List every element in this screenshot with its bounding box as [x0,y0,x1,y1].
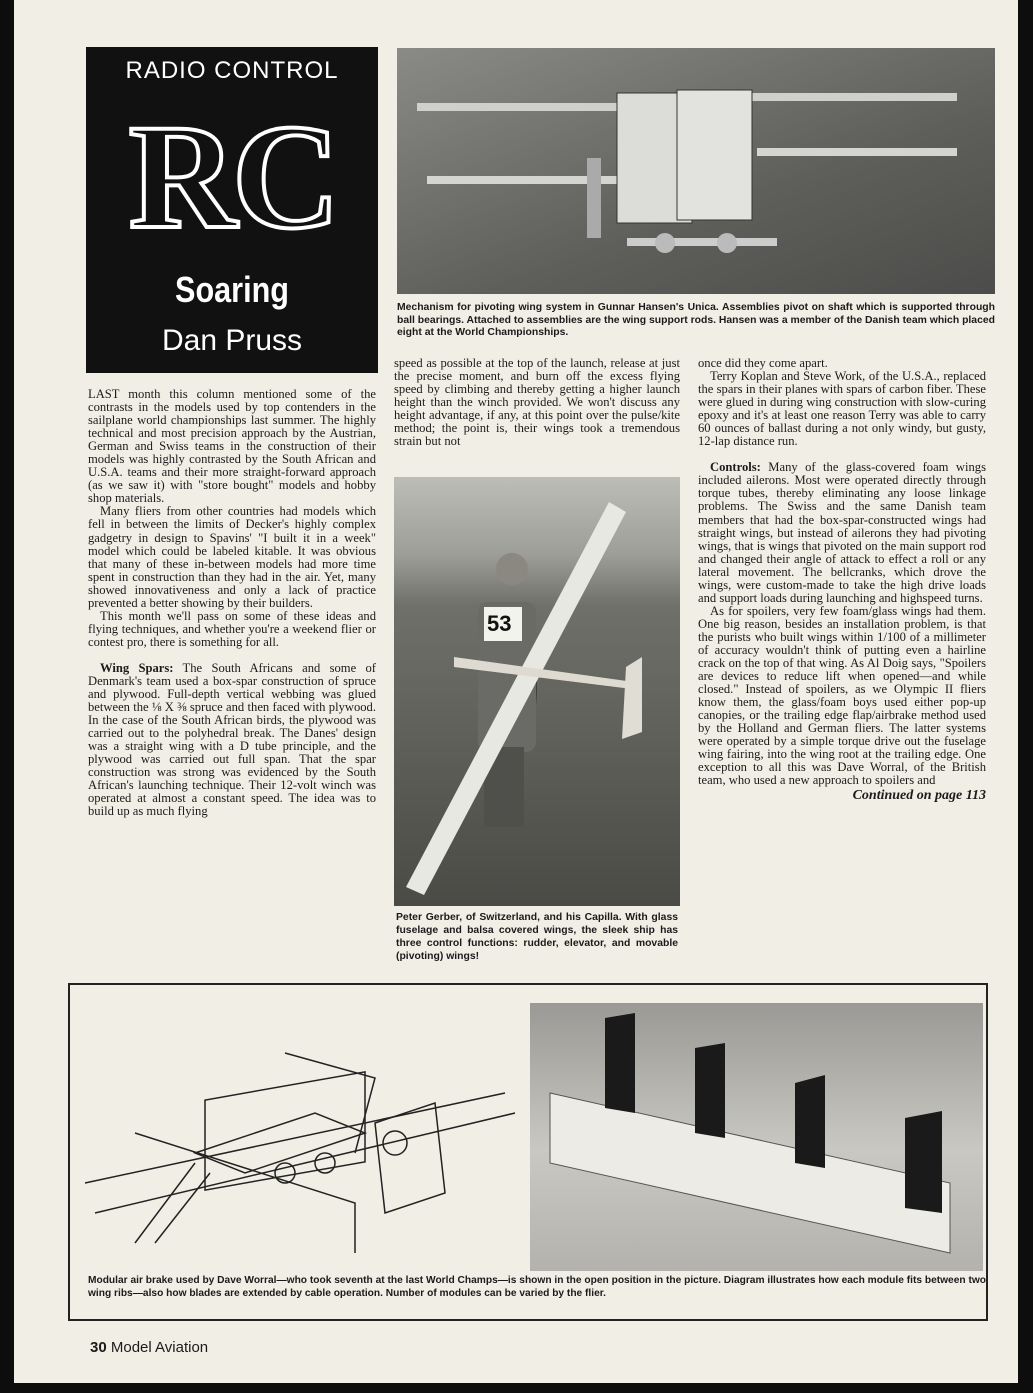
section-heading-controls: Controls: [710,460,761,475]
mechanism-illustration [397,48,995,294]
race-bib-number: 53 [487,611,512,636]
air-brake-diagram [75,1003,530,1271]
continued-link[interactable]: Continued on page 113 [852,787,986,803]
paragraph: Terry Koplan and Steve Work, of the U.S.A., replaced the spars in their planes with spars of carbon fiber. These were glued in during wing construction with slow-curing epoxy and it's at least one reason Terry was able to carry 60 ounces of ballast during a not only windy, but gusty, 12-lap distance run. [698,369,986,449]
air-brake-modules-illustration [530,1003,983,1271]
article-column-3 [698,357,986,804]
column-header [86,47,378,373]
column-title: Soaring [175,269,289,310]
author: Dan Pruss [161,324,303,357]
top-photo-caption: Mechanism for pivoting wing system in Gunnar Hansen's Unica. Assemblies pivot on shaft which is supported through ball bearings. Attached to assemblies are the wing support rods. Hansen was a member of the Danish team which placed eight at the World Championships. [397,302,995,339]
paragraph: once did they come apart. [698,356,828,370]
paragraph: As for spoilers, very few foam/glass wings had them. One big reason, besides an installation problem, is that the purists who built wings within 1/100 of a millimeter of accuracy wouldn't think of putting even a hairline crack on the top of that wing. As Al Doig says, "Spoilers are devices to reduce lift when opened—and while closed." Instead of spoilers, as we Olympic II fliers know them, the glass/foam boys used either pop-up canopies, or the trailing edge flap/airbrake method used by the Holland and German fliers. The latter systems were operated by a simple torque drive out the fuselage wing fairing, into the wing root at the trailing edge. One exception to all this was Dave Worral, of the British team, who used a new approach to spoilers and [698,603,986,788]
paragraph-text: Many of the glass-covered foam wings included ailerons. Most were operated directly through torque tubes, thereby eliminating any loose linkage problems. The Swiss and the same Danish team members that had the box-spar-constructed wings had straight wings, but instead of ailerons they had pivoting wings, that is wings that pivoted on the main support rod and changed their angle of attack to effect a roll or any lateral movement. The bellcranks, which drove the wings, were custom-made to take the high drive loads and support loads during launching and highspeed turns. [698,460,986,605]
article-column-2 [394,357,680,448]
paragraph: Many fliers from other countries had models which fell in between the limits of Decker's highly complex gadgetry in design to Spavins' "I built it in a week" model which could be labeled kitable. It was obvious that many of these in-between models had more time spent in construction than they had in the air. Yet, many showed innovativeness and only a lack of practice prevented a better showing by their builders. [88,504,376,610]
middle-photo-peter-gerber [394,477,680,906]
magazine-name: Model Aviation [110,1339,209,1356]
article-column-1 [88,388,376,819]
middle-photo-caption: Peter Gerber, of Switzerland, and his Capilla. With glass fuselage and balsa covered wings, the sleek ship has three control functions: rudder, elevator, and movable (pivoting) wings! [396,912,678,962]
paragraph-text: The South Africans and some of Denmark's team used a box-spar construction of spruce and plywood. Full-depth vertical webbing was glued between the ⅛ X ⅜ spruce and then faced with plywood. In the case of the South African birds, the plywood was carried out to the polyhedral break. The Danes' design was a straight wing with a D tube principle, and the plywood was carried out full span. That the spar construction was strong was evidenced by the South African's launching technique. Their 12-volt winch was operated at almost a constant speed. The idea was to build up as much flying [88,660,376,819]
paragraph-controls [698,461,986,605]
paragraph: This month we'll pass on some of these ideas and flying techniques, and whether you're a weekend flier or contest pro, there is something for all. [88,608,376,649]
kicker: RADIO CONTROL [125,57,339,84]
paragraph-wing-spars [88,662,376,819]
air-brake-photo [530,1003,983,1271]
air-brake-figure [68,983,988,1321]
page-footer [90,1339,208,1357]
section-heading-wing-spars: Wing Spars: [100,660,174,675]
paragraph: speed as possible at the top of the launch, release at just the precise moment, and burn off the excess flying speed by climbing and thereby getting a higher launch height than the winch provided. We won't discuss any height advantage, if any, at this point over the pulse/kite method; the point is, their wings took a tremendous strain but not [394,356,680,449]
paragraph: LAST month this column mentioned some of the contrasts in the models used by top contenders in the sailplane world championships last summer. The highly technical and most precision approach by the Austrian, German and Swiss teams in the construction of their models was highly contrasted by the South African and U.S.A. teams and their more straight-forward approach (as we saw it) with "store bought" models and hobby shop materials. [88,387,376,506]
sailplane-photo-illustration [394,477,680,906]
top-photo-wing-mechanism [397,48,995,294]
rc-logo: RC [128,94,336,260]
bottom-figure-caption: Modular air brake used by Dave Worral—who took seventh at the last World Champs—is shown in the open position in the picture. Diagram illustrates how each module fits between two wing ribs—also how blades are extended by cable operation. Number of modules can be varied by the flier. [88,1275,986,1299]
page-number: 30 [90,1339,107,1356]
